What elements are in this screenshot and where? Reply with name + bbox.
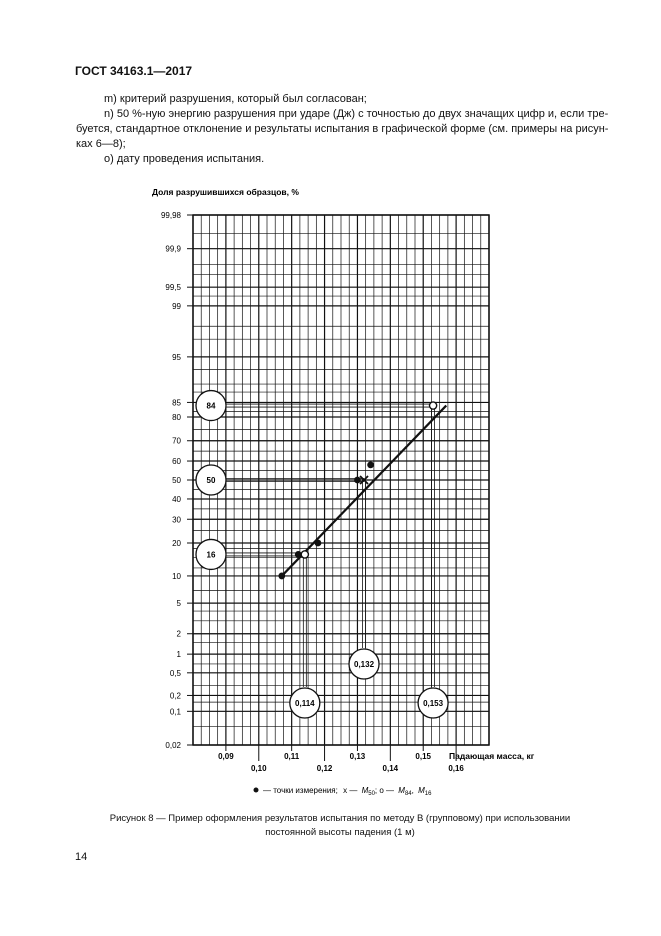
measured-point [367,461,374,468]
y-tick-label: 85 [172,398,181,408]
y-tick-label: 60 [172,457,181,467]
y-tick-label: 95 [172,352,181,362]
y-tick-label: 99,98 [160,211,181,220]
y-tick-label: 2 [176,629,181,639]
y-tick-label: 99,9 [165,244,181,254]
y-bubble-label: 84 [206,401,216,411]
caption-line-1: Рисунок 8 — Пример оформления результатов испытания по методу В (групповому) при использовании [109,813,571,824]
x-axis-label: Падающая масса, кг [449,751,535,761]
list-item-o: o) дату проведения испытания. [104,153,265,165]
y-tick-label: 0,02 [165,741,181,750]
x-tick-label: 0,14 [382,764,399,773]
y-tick-label: 50 [172,476,181,485]
chart-legend [254,786,433,797]
y-tick-label: 70 [172,436,181,446]
list-item-n-cont2: ках 6—8); [76,138,126,150]
x-tick-label: 0,12 [316,764,333,773]
y-tick-label: 20 [172,539,181,549]
x-tick-label: 0,16 [448,764,464,773]
x-tick-label: 0,13 [349,752,366,761]
list-item-n: n) 50 %-ную энергию разрушения при ударе (Дж) с точностью до двух значащих цифр и, если тре- [104,108,609,120]
x-bubble-label: 0,114 [295,699,315,708]
measured-point [278,573,285,580]
x-tick-label: 0,09 [218,752,234,761]
y-tick-label: 80 [172,412,181,422]
list-item-m: m) критерий разрушения, который был согласован; [104,93,367,105]
measured-point [315,540,322,547]
y-tick-label: 30 [172,515,181,525]
page-number: 14 [75,851,88,863]
list-item-n-cont1: буется, стандартное отклонение и результаты испытания в графической форме (см. примеры на рисун- [76,123,609,135]
y-tick-label: 10 [172,571,181,581]
marker-o-m84 [429,402,436,409]
y-tick-label: 40 [172,494,181,504]
y-tick-label: 1 [176,650,181,660]
measured-point [354,477,361,484]
x-tick-label: 0,10 [250,764,267,773]
figure-caption [60,812,620,840]
page-header: ГОСТ 34163.1—2017 [75,64,193,78]
legend-point-icon [254,788,259,793]
x-tick-label: 0,15 [415,752,432,761]
y-tick-label: 0,1 [169,707,181,717]
y-tick-label: 5 [176,599,181,609]
fit-line [282,406,446,576]
y-tick-label: 99 [172,301,181,311]
y-bubble-label: 50 [206,476,216,485]
caption-line-2: постоянной высоты падения (1 м) [265,827,415,838]
chart-grid [187,215,489,745]
y-tick-label: 99,5 [165,283,181,293]
marker-o-m16 [301,551,308,558]
legend-text: — точки измерения; x — $M_{50}$; o — $M_{84}$, $M_{16}$ [263,786,432,797]
y-tick-label: 0,2 [169,691,181,701]
y-tick-label: 0,5 [169,668,181,678]
x-bubble-label: 0,132 [354,660,375,669]
y-axis-label: Доля разрушившихся образцов, % [152,187,299,197]
x-tick-label: 0,11 [284,752,300,761]
x-bubble-label: 0,153 [423,699,444,708]
y-bubble-label: 16 [206,550,216,560]
